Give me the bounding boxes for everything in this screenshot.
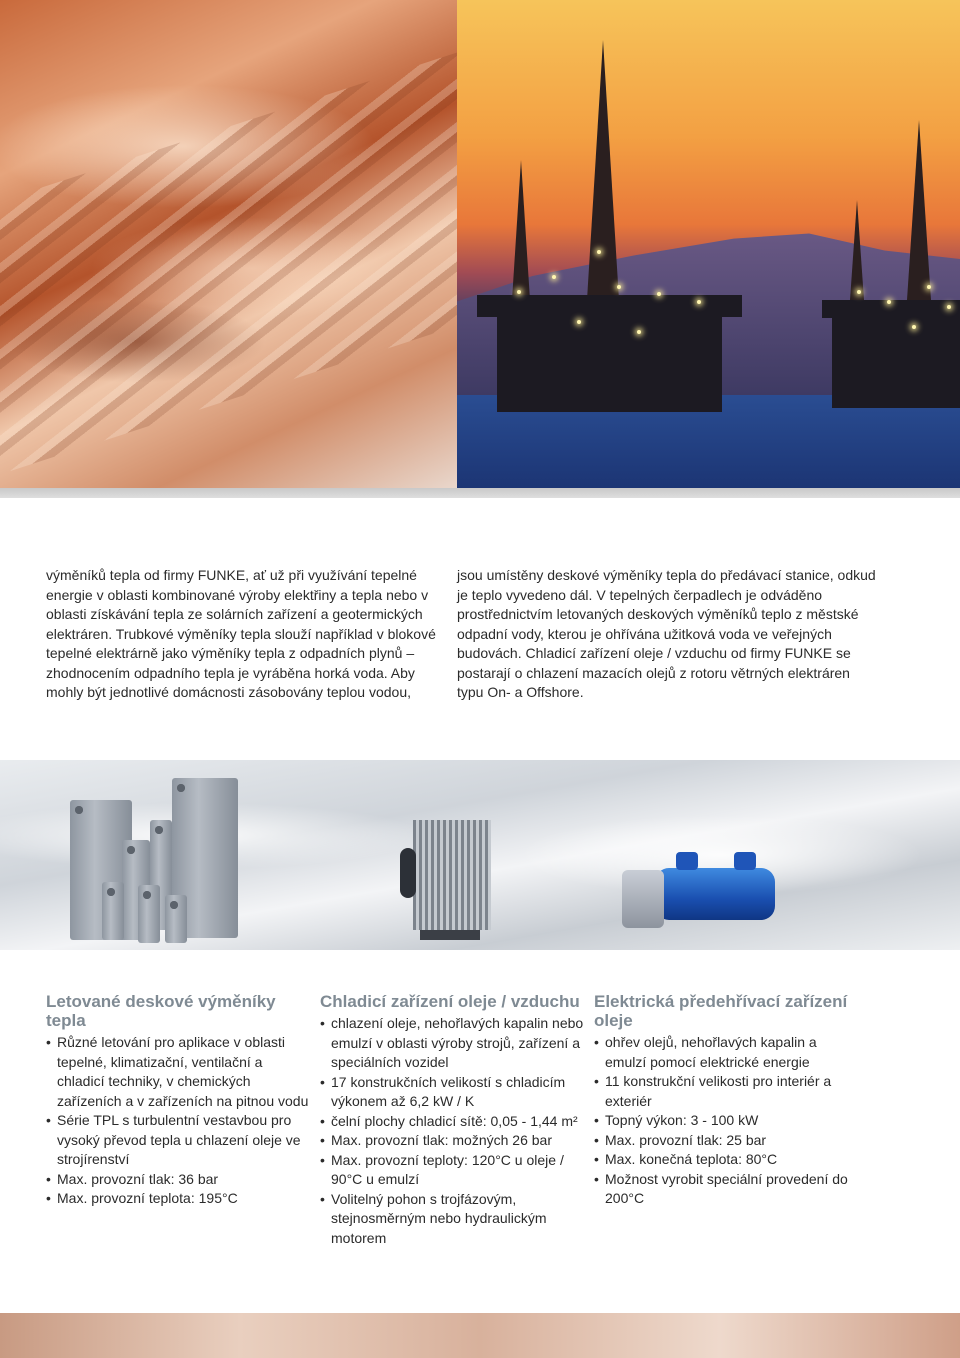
- product-feature-list: [320, 1014, 585, 1248]
- rig-legs-left: [497, 317, 722, 412]
- list-item: • Volitelný pohon s trojfázovým, stejnosměrným nebo hydraulickým motorem: [320, 1190, 585, 1249]
- product-feature-list: [46, 1033, 311, 1209]
- copper-water-photo: [0, 0, 457, 488]
- rig-derrick-left: [587, 40, 619, 300]
- intro-paragraph-right: jsou umístěny deskové výměníky tepla do předávací stanice, odkud je teplo vyvedeno dál. V tepelných čerpadlech je odváděno prostřednictvím letovaných deskových výměníků teplo z městské odpadní vody, kterou je ohřívána užitková voda ve veřejných budovách. Chladicí zařízení oleje / vzduchu od firmy FUNKE se postarají o chlazení mazacích olejů z rotoru větrných elektráren typu On- a Offshore.: [457, 567, 876, 700]
- product-title: Elektrická předehřívací zařízení oleje: [594, 992, 848, 1030]
- intro-text-left: [46, 566, 441, 703]
- intro-paragraph-left: výměníků tepla od firmy FUNKE, ať už při využívání tepelné energie v oblasti kombinované výroby elektřiny a tepla nebo v oblasti získávání tepla ze solárních zařízení a geotermických elektráren. Trubkové výměníky tepla slouží například v blokové tepelné elektrárně jako výměníky tepla z odpadních plynů – zhodnocením odpadního tepla je vyráběna horká voda. Aby mohly být jednotlivé domácnosti zásobovány teplou vodou,: [46, 567, 436, 700]
- offshore-rigs-photo: [457, 0, 960, 488]
- list-item: • 11 konstrukční velikosti pro interiér a exteriér: [594, 1072, 859, 1111]
- divider-band: [0, 488, 960, 498]
- electric-preheater: [655, 868, 775, 920]
- rig-light: [857, 290, 861, 294]
- list-item: • Max. provozní tlak: 25 bar: [594, 1131, 859, 1151]
- rig-deck-right: [822, 300, 960, 318]
- list-item: • Série TPL s turbulentní vestavbou pro vysoký převod tepla u chlazení oleje ve strojírenství: [46, 1111, 311, 1170]
- rig-derrick-right: [907, 120, 931, 300]
- preheater-terminal-box: [622, 870, 664, 928]
- product-title: Chladicí zařízení oleje / vzduchu: [320, 992, 580, 1011]
- rig-light: [617, 285, 621, 289]
- product-column-brazed-plate: [46, 992, 311, 1209]
- preheater-flange: [734, 852, 756, 870]
- rig-light: [912, 325, 916, 329]
- rig-light: [637, 330, 641, 334]
- cooler-fan: [400, 848, 416, 898]
- list-item: • Max. provozní tlak: 36 bar: [46, 1170, 311, 1190]
- list-item: • Max. provozní tlak: možných 26 bar: [320, 1131, 585, 1151]
- rig-crane-right: [850, 200, 864, 300]
- list-item: • Max. konečná teplota: 80°C: [594, 1150, 859, 1170]
- rig-light: [597, 250, 601, 254]
- rig-light: [517, 290, 521, 294]
- intro-text-right: [457, 566, 877, 703]
- oil-air-cooler: [413, 820, 491, 930]
- rig-light: [577, 320, 581, 324]
- rig-light: [697, 300, 701, 304]
- preheater-flange: [676, 852, 698, 870]
- list-item: • Možnost vyrobit speciální provedení do 200°C: [594, 1170, 859, 1209]
- list-item: • 17 konstrukčních velikostí s chladicím výkonem až 6,2 kW / K: [320, 1073, 585, 1112]
- list-item: • Max. provozní teplota: 195°C: [46, 1189, 311, 1209]
- rig-light: [927, 285, 931, 289]
- list-item: • čelní plochy chladicí sítě: 0,05 - 1,44 m²: [320, 1112, 585, 1132]
- product-feature-list: [594, 1033, 859, 1209]
- cooler-base: [420, 930, 480, 940]
- list-item: • Max. provozní teploty: 120°C u oleje / 90°C u emulzí: [320, 1151, 585, 1190]
- rig-light: [947, 305, 951, 309]
- list-item: • ohřev olejů, nehořlavých kapalin a emulzí pomocí elektrické energie: [594, 1033, 859, 1072]
- rig-light: [887, 300, 891, 304]
- rig-light: [552, 275, 556, 279]
- plate-heat-exchanger-small: [102, 882, 124, 940]
- rig-deck-left: [477, 295, 742, 317]
- plate-heat-exchanger-small: [165, 895, 187, 943]
- copper-bottom-band: [0, 1313, 960, 1358]
- rig-legs-right: [832, 318, 960, 408]
- plate-heat-exchanger-small: [138, 885, 160, 943]
- rig-crane-left: [512, 160, 530, 300]
- product-column-electric-preheater: [594, 992, 859, 1209]
- rig-light: [657, 292, 661, 296]
- product-title: Letované deskové výměníky tepla: [46, 992, 276, 1030]
- list-item: • Různé letování pro aplikace v oblasti tepelné, klimatizační, ventilační a chladicí techniky, v chemických zařízeních a v zařízeních na pitnou vodu: [46, 1033, 311, 1111]
- product-photos-band: [0, 760, 960, 950]
- list-item: • chlazení oleje, nehořlavých kapalin nebo emulzí v oblasti výroby strojů, zařízení a speciálních vozidel: [320, 1014, 585, 1073]
- list-item: • Topný výkon: 3 - 100 kW: [594, 1111, 859, 1131]
- product-column-oil-air-cooler: [320, 992, 585, 1248]
